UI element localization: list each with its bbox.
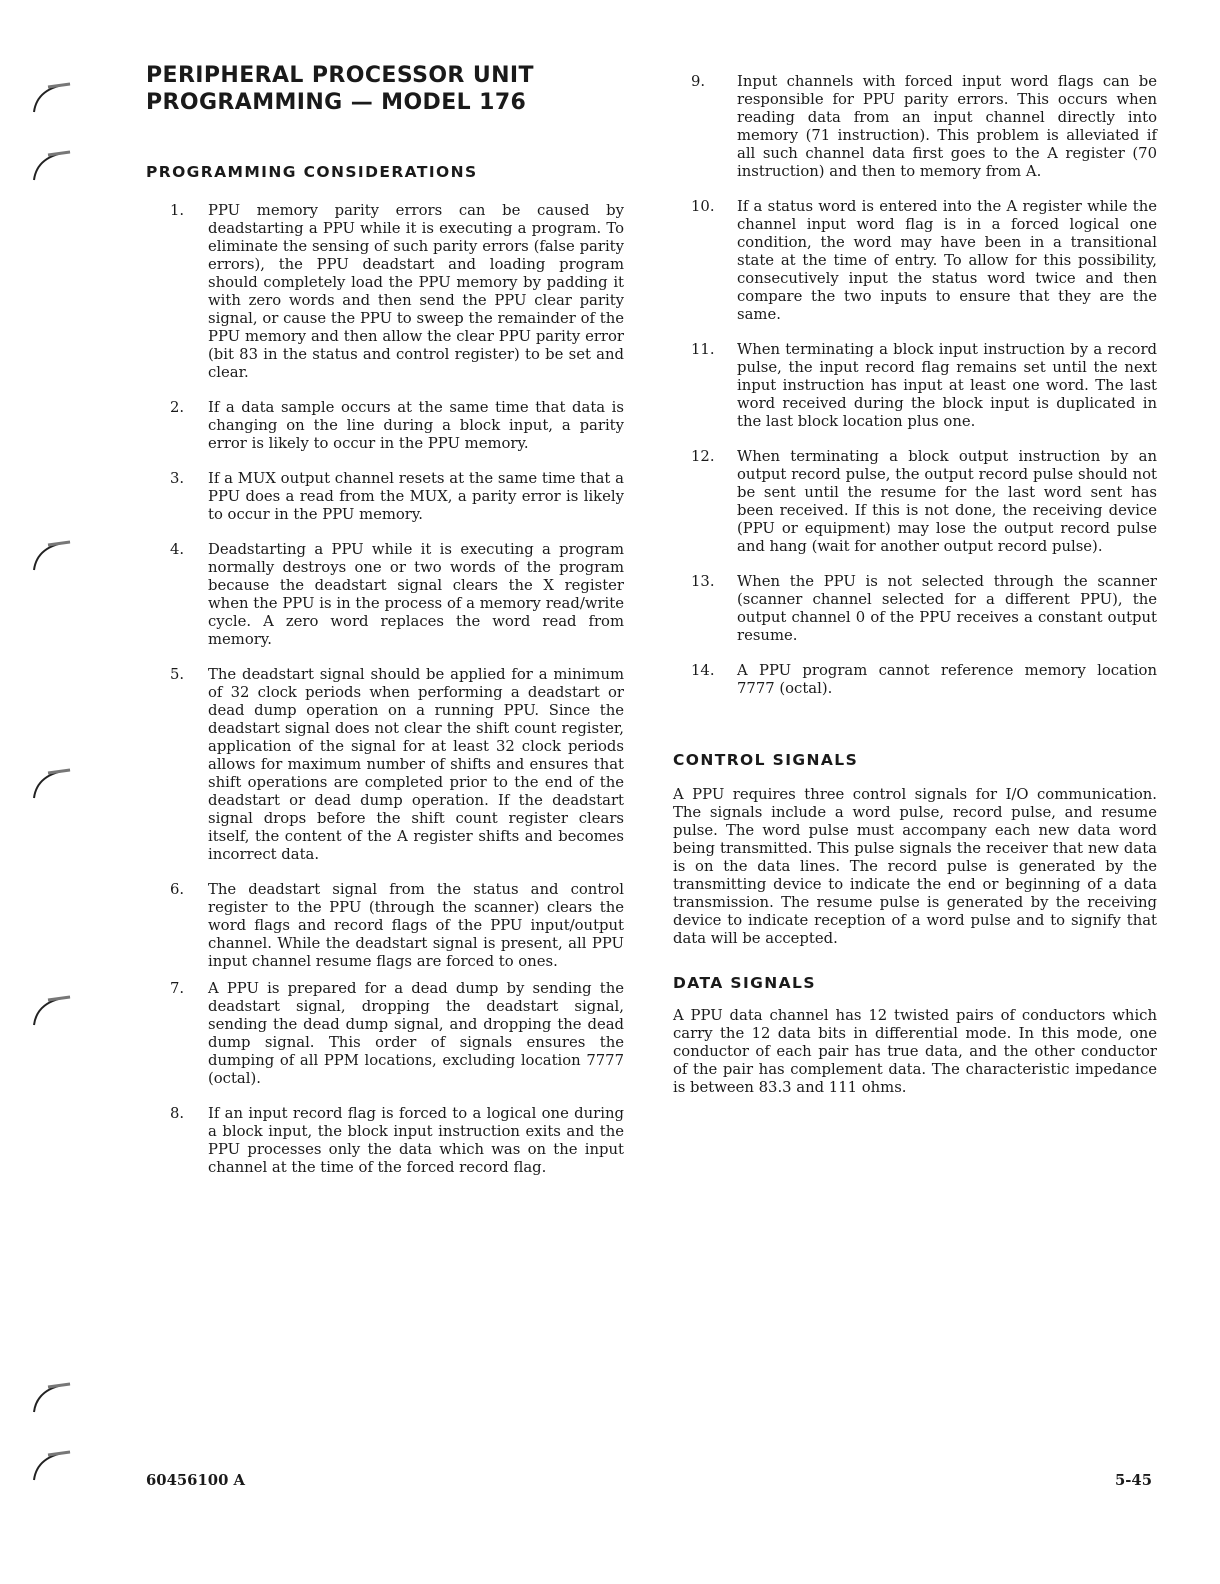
punch-hole-mark <box>26 530 76 580</box>
list-item <box>673 198 1157 324</box>
punch-hole-mark <box>26 1372 76 1422</box>
punch-hole-mark <box>26 758 76 808</box>
punch-hole-mark <box>26 1440 76 1490</box>
list-item <box>673 662 1157 698</box>
item-number: 8. <box>170 1105 185 1122</box>
list-item <box>673 341 1157 431</box>
list-item <box>146 1105 624 1177</box>
considerations-list-continued <box>673 73 1157 698</box>
item-number: 4. <box>170 541 185 558</box>
list-item <box>673 573 1157 645</box>
document-number: 60456100 A <box>146 1472 245 1489</box>
item-number: 11. <box>691 341 715 358</box>
item-number: 13. <box>691 573 715 590</box>
item-text: When the PPU is not selected through the scanner (scanner channel selected for a different PPU), the output channel 0 of the PPU receives a constant output resume. <box>737 573 1157 644</box>
item-text: If a status word is entered into the A register while the channel input word flag is in a forced logical one condition, the word may have been in a transitional state at the time of entry. To allow for this possibility, consecutively input the status word twice and then compare the two inputs to ensure that they are the same. <box>737 198 1157 323</box>
page-title-line: PERIPHERAL PROCESSOR UNIT <box>146 63 534 88</box>
list-item <box>146 881 624 971</box>
punch-hole-mark <box>26 72 76 122</box>
item-number: 10. <box>691 198 715 215</box>
control-signals-paragraph: A PPU requires three control signals for I/O communication. The signals include a word pulse, record pulse, and resume pulse. The word pulse must accompany each new data word being transmitted. This pulse signals the receiver that new data is on the data lines. The record pulse is generated by the transmitting device to indicate the end or beginning of a data transmission. The resume pulse is generated by the receiving device to indicate reception of a word pulse and to signify that data will be accepted. <box>673 786 1157 947</box>
item-text: A PPU program cannot reference memory location 7777 (octal). <box>737 662 1157 697</box>
page-title <box>146 62 534 116</box>
item-number: 5. <box>170 666 185 683</box>
list-item <box>146 541 624 649</box>
item-number: 12. <box>691 448 715 465</box>
item-text: If an input record flag is forced to a logical one during a block input, the block input instruction exits and the PPU processes only the data which was on the input channel at the time of the forced record flag. <box>208 1105 624 1176</box>
page-title-line: PROGRAMMING — MODEL 176 <box>146 90 527 115</box>
left-column <box>146 163 624 1177</box>
considerations-list <box>146 202 624 1177</box>
item-text: If a MUX output channel resets at the same time that a PPU does a read from the MUX, a parity error is likely to occur in the PPU memory. <box>208 470 624 523</box>
list-item <box>146 470 624 524</box>
item-number: 2. <box>170 399 185 416</box>
item-text: PPU memory parity errors can be caused by deadstarting a PPU while it is executing a program. To eliminate the sensing of such parity errors (false parity errors), the PPU deadstart and loading program should completely load the PPU memory by padding it with zero words and then send the PPU clear parity signal, or cause the PPU to sweep the remainder of the PPU memory and then allow the clear PPU parity error (bit 83 in the status and control register) to be set and clear. <box>208 202 624 381</box>
punch-hole-mark <box>26 985 76 1035</box>
item-number: 9. <box>691 73 706 90</box>
item-number: 1. <box>170 202 185 219</box>
programming-considerations-heading: PROGRAMMING CONSIDERATIONS <box>146 163 478 181</box>
list-item <box>146 666 624 864</box>
list-item <box>146 980 624 1088</box>
data-signals-heading: DATA SIGNALS <box>673 974 816 992</box>
data-signals-paragraph: A PPU data channel has 12 twisted pairs of conductors which carry the 12 data bits in differential mode. In this mode, one conductor of each pair has true data, and the other conductor of the pair has complement data. The characteristic impedance is between 83.3 and 111 ohms. <box>673 1007 1157 1096</box>
item-number: 7. <box>170 980 185 997</box>
list-item <box>146 399 624 453</box>
punch-hole-mark <box>26 140 76 190</box>
item-text: The deadstart signal from the status and control register to the PPU (through the scanner) clears the word flags and record flags of the PPU input/output channel. While the deadstart signal is present, all PPU input channel resume flags are forced to ones. <box>208 881 624 970</box>
item-text: A PPU is prepared for a dead dump by sending the deadstart signal, dropping the deadstart signal, sending the dead dump signal, and dropping the dead dump signal. This order of signals ensures the dumping of all PPM locations, excluding location 7777 (octal). <box>208 980 624 1087</box>
item-text: When terminating a block input instruction by a record pulse, the input record flag remains set until the next input instruction has input at least one word. The last word received during the block input is duplicated in the last block location plus one. <box>737 341 1157 430</box>
item-text: Deadstarting a PPU while it is executing a program normally destroys one or two words of the program because the deadstart signal clears the X register when the PPU is in the process of a memory read/write cycle. A zero word replaces the word read from memory. <box>208 541 624 648</box>
list-item <box>146 202 624 382</box>
item-text: The deadstart signal should be applied for a minimum of 32 clock periods when performing a deadstart or dead dump operation on a running PPU. Since the deadstart signal does not clear the shift count register, application of the signal for at least 32 clock periods allows for maximum number of shifts and ensures that shift operations are completed prior to the end of the deadstart or dead dump operation. If the deadstart signal drops before the shift count register clears itself, the content of the A register shifts and becomes incorrect data. <box>208 666 624 863</box>
item-number: 3. <box>170 470 185 487</box>
item-text: If a data sample occurs at the same time that data is changing on the line during a block input, a parity error is likely to occur in the PPU memory. <box>208 399 624 452</box>
control-signals-heading: CONTROL SIGNALS <box>673 751 859 769</box>
item-text: Input channels with forced input word flags can be responsible for PPU parity errors. This occurs when reading data from an input channel directly into memory (71 instruction). This problem is alleviated if all such channel data first goes to the A register (70 instruction) and then to memory from A. <box>737 73 1157 180</box>
item-number: 14. <box>691 662 715 679</box>
item-text: When terminating a block output instruction by an output record pulse, the output record pulse should not be sent until the resume for the last word sent has been received. If this is not done, the receiving device (PPU or equipment) may lose the output record pulse and hang (wait for another output record pulse). <box>737 448 1157 555</box>
list-item <box>673 448 1157 556</box>
page-number: 5-45 <box>1114 1472 1152 1489</box>
item-number: 6. <box>170 881 185 898</box>
right-column <box>673 73 1157 1097</box>
list-item <box>673 73 1157 181</box>
